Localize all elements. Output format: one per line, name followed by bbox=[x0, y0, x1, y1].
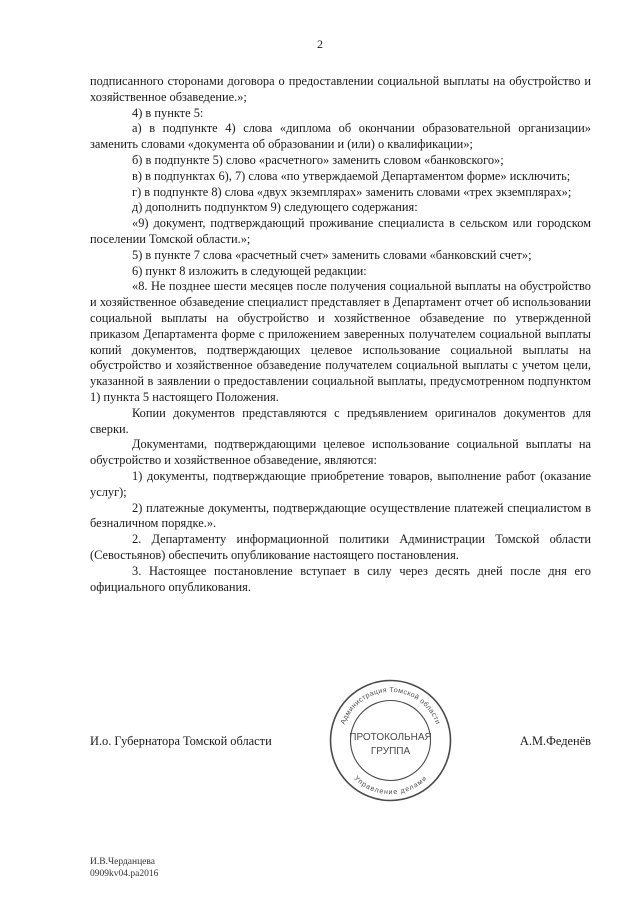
executor-info bbox=[90, 856, 158, 880]
paragraph: 2. Департаменту информационной политики Администрации Томской области (Севостьянов) обеспечить опубликование настоящего постановления. bbox=[90, 532, 591, 562]
signatory-name: А.М.Феденёв bbox=[519, 734, 591, 748]
executor-name: И.В.Черданцева bbox=[90, 857, 155, 867]
page-number: 2 bbox=[317, 37, 323, 51]
paragraph: б) в подпункте 5) слово «расчетного» заменить словом «банковского»; bbox=[132, 152, 504, 167]
paragraph: в) в подпунктах 6), 7) слова «по утверждаемой Департаментом форме» исключить; bbox=[132, 168, 571, 183]
paragraph: «9) документ, подтверждающий проживание специалиста в сельском или городском поселении Томской области.»; bbox=[90, 216, 591, 246]
paragraph: д) дополнить подпунктом 9) следующего содержания: bbox=[132, 200, 418, 215]
paragraph: 6) пункт 8 изложить в следующей редакции: bbox=[132, 263, 367, 278]
stamp-bottom-text: Управление делами bbox=[352, 775, 429, 797]
paragraph: Документами, подтверждающими целевое использование социальной выплаты на обустройство и хозяйственное обзаведение, являются: bbox=[90, 437, 591, 468]
stamp-outer-text: Администрация Томской области bbox=[339, 686, 442, 726]
paragraph: Копии документов представляются с предъявлением оригиналов документов для сверки. bbox=[90, 405, 591, 436]
paragraph: 1) документы, подтверждающие приобретение товаров, выполнение работ (оказание услуг); bbox=[90, 468, 591, 499]
stamp-line-2: ГРУППА bbox=[370, 746, 411, 757]
document-body bbox=[90, 74, 591, 595]
paragraph: 5) в пункте 7 слова «расчетный счет» заменить словами «банковский счет»; bbox=[132, 247, 532, 262]
stamp-line-1: ПРОТОКОЛЬНАЯ bbox=[349, 732, 432, 743]
document-code: 0909kv04.pa2016 bbox=[90, 869, 159, 879]
paragraph: подписанного сторонами договора о предоставлении социальной выплаты на обустройство и хозяйственное обзаведение.»; bbox=[90, 74, 591, 104]
paragraph: «8. Не позднее шести месяцев после получения социальной выплаты на обустройство и хозяйственное обзаведение специалист представляет в Департамент отчет об использовании социальной выплаты на обустройство и хозяйственное обзаведение по утвержденной приказом Департамента форме с приложением заверенных получателем социальной выплаты копий документов, подтверждающих целевое использование социальной выплаты на обустройство и хозяйственное обзаведение получателем социальной выплаты с учетом цели, указанной в заявлении о предоставлении социальной выплаты, предусмотренном подпунктом 1) пункта 5 настоящего Положения. bbox=[90, 279, 591, 404]
paragraph: г) в подпункте 8) слова «двух экземплярах» заменить словами «трех экземплярах»; bbox=[132, 184, 572, 199]
paragraph: а) в подпункте 4) слова «диплома об окончании образовательной организации» заменить словами «документа об образовании и (или) о квалификации»; bbox=[90, 121, 591, 152]
signatory-position: И.о. Губернатора Томской области bbox=[90, 734, 272, 748]
signature-block bbox=[90, 734, 591, 750]
paragraph: 2) платежные документы, подтверждающие осуществление платежей специалистом в безналичном порядке.». bbox=[90, 500, 591, 531]
paragraph: 3. Настоящее постановление вступает в силу через десять дней после дня его официального опубликования. bbox=[90, 563, 591, 594]
paragraph: 4) в пункте 5: bbox=[132, 105, 204, 120]
